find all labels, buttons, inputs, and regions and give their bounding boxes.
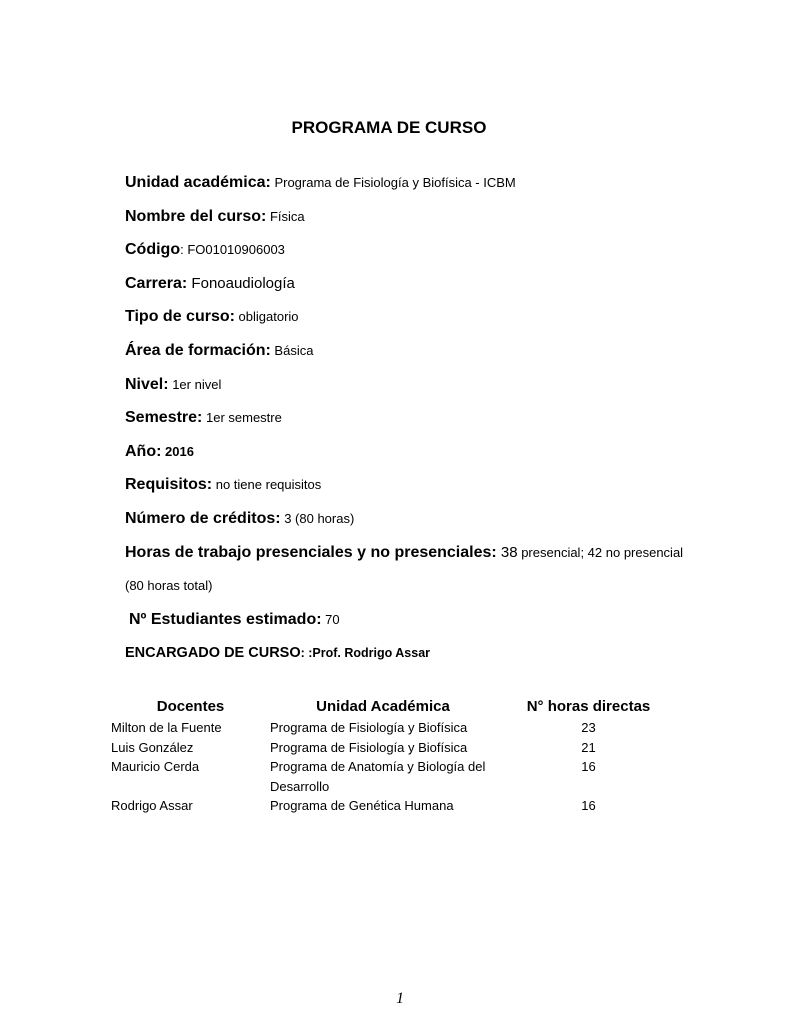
- field-label: Horas de trabajo presenciales y no presenciales:: [125, 543, 497, 561]
- field-value: Fonoaudiología: [187, 274, 295, 292]
- field-codigo: [125, 233, 685, 267]
- field-tipo-curso: [125, 300, 685, 334]
- cell-unidad: Programa de Genética Humana: [270, 798, 454, 813]
- field-area-formacion: [125, 334, 685, 368]
- column-header: Unidad Académica: [316, 697, 450, 715]
- column-header: N° horas directas: [526, 697, 651, 715]
- field-value: : FO01010906003: [180, 242, 285, 258]
- course-fields: [125, 166, 685, 670]
- cell-horas: 23: [581, 720, 596, 735]
- table-header-row: [108, 694, 681, 718]
- field-value: 1er nivel: [168, 376, 222, 392]
- field-value: obligatorio: [234, 309, 299, 325]
- cell-docente: Rodrigo Assar: [111, 798, 193, 813]
- field-value: 1er semestre: [202, 410, 282, 426]
- page-number: 1: [396, 990, 404, 1007]
- cell-horas: 21: [581, 739, 596, 755]
- cell-unidad: Programa de Fisiología y Biofísica: [270, 720, 468, 735]
- field-label: Nivel:: [125, 375, 169, 393]
- field-label: Carrera:: [125, 274, 188, 292]
- field-encargado: [125, 636, 685, 670]
- field-label: Área de formación:: [125, 341, 271, 359]
- cell-horas: 16: [581, 798, 596, 813]
- field-label: Unidad académica:: [125, 174, 271, 191]
- docentes-table: [108, 694, 681, 816]
- field-value: Básica: [270, 342, 314, 358]
- field-label: Nombre del curso:: [125, 207, 267, 225]
- field-nombre-curso: [125, 200, 685, 234]
- field-label: Semestre:: [125, 409, 203, 427]
- field-value: no tiene requisitos: [212, 477, 322, 493]
- field-label: Año:: [125, 442, 162, 460]
- cell-docente: Milton de la Fuente: [111, 720, 222, 735]
- table-row: [108, 757, 681, 796]
- field-label: Número de créditos:: [125, 509, 281, 527]
- column-header: Docentes: [156, 697, 225, 715]
- field-label: Tipo de curso:: [125, 308, 235, 326]
- field-requisitos: [125, 468, 685, 502]
- field-value: 2016: [161, 443, 194, 459]
- table-row: [108, 718, 681, 738]
- field-label: Código: [125, 241, 181, 259]
- table-row: [108, 796, 681, 816]
- field-ano: [125, 435, 685, 469]
- field-label: Requisitos:: [125, 476, 213, 494]
- field-number: 38: [496, 543, 518, 561]
- field-unidad-academica: [125, 166, 685, 200]
- cell-docente: Mauricio Cerda: [111, 759, 200, 774]
- field-label: ENCARGADO DE CURSO: [125, 645, 301, 662]
- field-numero-creditos: [125, 502, 685, 536]
- field-nivel: [125, 368, 685, 402]
- field-estudiantes: [125, 603, 685, 637]
- field-value: 3 (80 horas): [280, 510, 355, 526]
- field-horas-trabajo: [125, 536, 685, 603]
- cell-docente: Luis González: [111, 739, 194, 755]
- field-label: Nº Estudiantes estimado:: [129, 610, 322, 628]
- cell-unidad: Programa de Anatomía y Biología del Desarrollo: [270, 759, 486, 794]
- field-semestre: [125, 401, 685, 435]
- cell-horas: 16: [581, 759, 596, 774]
- cell-unidad: Programa de Fisiología y Biofísica: [270, 739, 468, 755]
- field-value: Programa de Fisiología y Biofísica - ICBM: [270, 175, 516, 190]
- field-value: presencial; 42 no presencial (80 horas total): [125, 544, 684, 594]
- table-row: [108, 738, 681, 758]
- field-value: 70: [321, 611, 340, 627]
- page-title: PROGRAMA DE CURSO: [291, 118, 487, 137]
- field-value: : :Prof. Rodrigo Assar: [300, 646, 431, 661]
- field-value: Física: [266, 208, 305, 224]
- field-carrera: [125, 267, 685, 301]
